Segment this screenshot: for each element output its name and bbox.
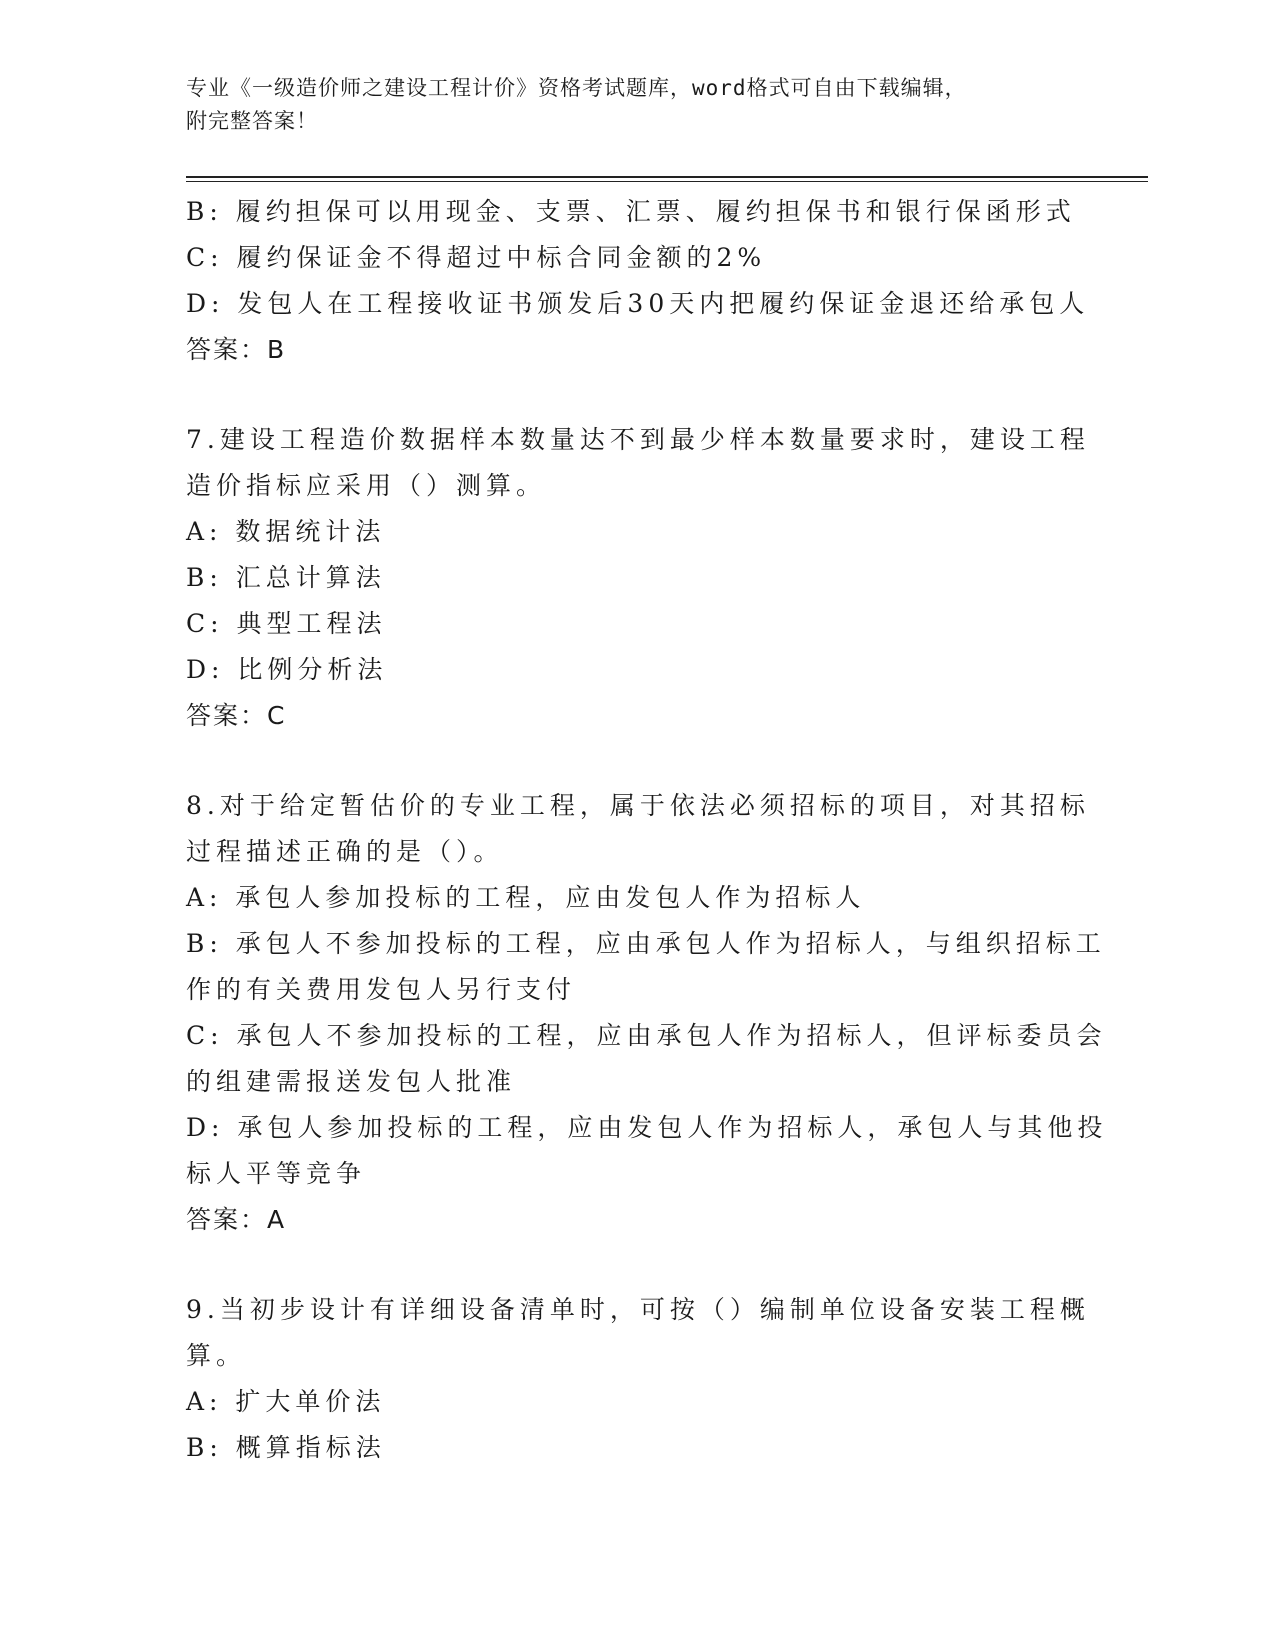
option-a: A: 扩大单价法 [186,1387,386,1416]
header-line-2: 附完整答案！ [186,109,318,133]
question-stem: 7.建设工程造价数据样本数量达不到最少样本数量要求时，建设工程 [186,425,1090,454]
option-c: C: 履约保证金不得超过中标合同金额的2% [186,243,767,272]
option-c: C: 典型工程法 [186,609,387,638]
option-d: D: 承包人参加投标的工程，应由发包人作为招标人，承包人与其他投 [186,1113,1108,1142]
option-a: A: 数据统计法 [186,517,386,546]
answer: 答案：A [186,1205,287,1234]
header-divider [186,176,1148,182]
option-b: B: 履约担保可以用现金、支票、汇票、履约担保书和银行保函形式 [186,197,1076,226]
option-c-continued: 的组建需报送发包人批准 [186,1067,517,1096]
option-a: A: 承包人参加投标的工程，应由发包人作为招标人 [186,883,866,912]
answer: 答案：C [186,701,287,730]
question-stem: 8.对于给定暂估价的专业工程，属于依法必须招标的项目，对其招标 [186,791,1090,820]
question-6 [186,189,1090,373]
document-body [186,189,1108,1471]
answer: 答案：B [186,335,287,364]
spacer [186,739,1086,783]
question-9 [186,1287,1090,1471]
option-b: B: 汇总计算法 [186,563,386,592]
option-d-continued: 标人平等竞争 [186,1159,367,1188]
option-b: B: 概算指标法 [186,1433,386,1462]
question-stem: 9.当初步设计有详细设备清单时，可按（）编制单位设备安装工程概 [186,1295,1090,1324]
header-line-1: 专业《一级造价师之建设工程计价》资格考试题库，word格式可自由下载编辑， [186,76,967,100]
question-8 [186,783,1108,1243]
question-stem-continued: 过程描述正确的是（）。 [186,837,504,866]
option-b: B: 承包人不参加投标的工程，应由承包人作为招标人，与组织招标工 [186,929,1106,958]
option-c: C: 承包人不参加投标的工程，应由承包人作为招标人，但评标委员会 [186,1021,1107,1050]
option-d: D: 比例分析法 [186,655,388,684]
spacer [186,1243,1086,1287]
question-7 [186,417,1090,739]
spacer [186,373,1086,417]
option-b-continued: 作的有关费用发包人另行支付 [186,975,577,1004]
question-stem-continued: 造价指标应采用（）测算。 [186,471,547,500]
option-d: D: 发包人在工程接收证书颁发后30天内把履约保证金退还给承包人 [186,289,1090,318]
page-header [186,72,1086,138]
question-stem-continued: 算。 [186,1341,247,1370]
